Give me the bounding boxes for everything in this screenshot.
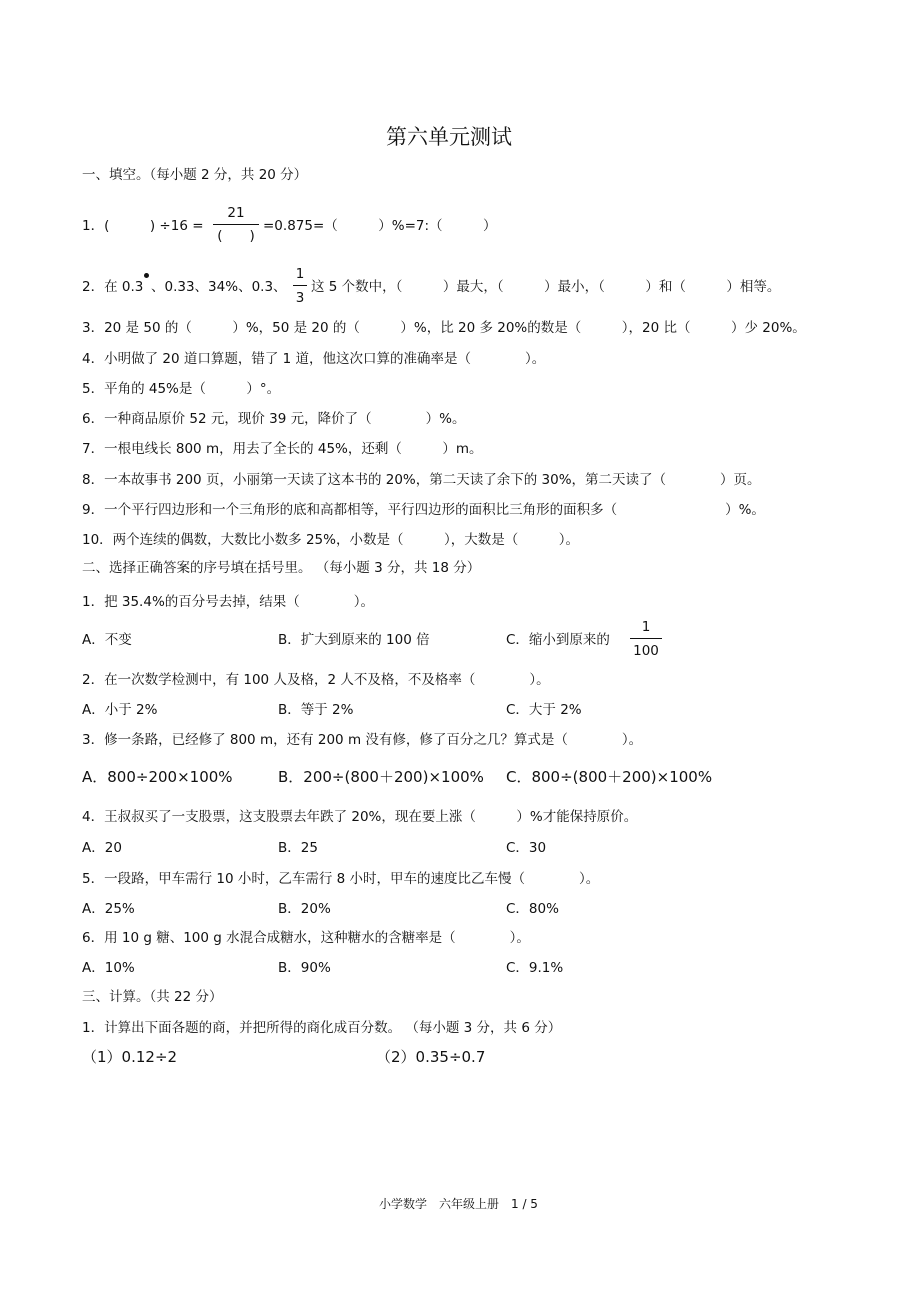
choice-q1-stem: 1．把 35.4%的百分号去掉，结果（ ）。 [82,594,375,610]
choice-q3-stem: 3．修一条路，已经修了 800 m，还有 200 m 没有修，修了百分之几？算式是（ ）。 [82,732,643,748]
fill-q9: 9．一个平行四边形和一个三角形的底和高都相等，平行四边形的面积比三角形的面积多（ ）%。 [82,502,765,518]
choice-q4-option-a: A．20 [82,840,122,856]
choice-q3-option-a: A．800÷200×100% [82,768,233,786]
choice-q2-stem: 2．在一次数学检测中，有 100 人及格，2 人不及格，不及格率（ ）。 [82,672,550,688]
fill-q2-fraction-bar [293,285,307,286]
choice-q4-stem: 4．王叔叔买了一支股票，这支股票去年跌了 20%，现在要上涨（ ）%才能保持原价。 [82,809,638,825]
fill-q8: 8．一本故事书 200 页，小丽第一天读了这本书的 20%，第二天读了余下的 30%，第二天读了（ ）页。 [82,472,761,488]
choice-q3-option-c: C．800÷(800＋200)×100% [506,768,713,786]
fill-q6: 6．一种商品原价 52 元，现价 39 元，降价了（ ）%。 [82,411,466,427]
fill-q2-mid: 、0.33、34%、0.3、 [151,279,287,295]
fill-q1-post: =0.875=（ ）%=7:（ ） [263,218,497,234]
calc-problem-2: （2）0.35÷0.7 [376,1048,486,1066]
choice-q1-option-b: B．扩大到原来的 100 倍 [278,632,430,648]
fill-q1-fraction-bar [213,224,259,225]
choice-q6-option-a: A．10% [82,960,135,976]
page-title: 第六单元测试 [386,125,512,149]
choice-q2-option-b: B．等于 2% [278,702,354,718]
fill-q2-post: 这 5 个数中，（ ）最大，（ ）最小，（ ）和（ ）相等。 [311,279,781,295]
fill-q2-pre: 2．在 0.3 [82,279,144,295]
choice-q6-option-b: B．90% [278,960,331,976]
section-heading-calc: 三、计算。（共 22 分） [82,989,223,1005]
fill-q7: 7．一根电线长 800 m，用去了全长的 45%，还剩（ ）m。 [82,441,483,457]
choice-q3-option-b: B．200÷(800＋200)×100% [278,768,484,786]
fill-q5: 5．平角的 45%是（ ）°。 [82,381,281,397]
calc-problem-1: （1）0.12÷2 [82,1048,178,1066]
section-heading-fill: 一、填空。（每小题 2 分，共 20 分） [82,167,308,183]
choice-q1-option-c: C．缩小到原来的 [506,632,610,648]
fill-q2-denominator: 3 [295,290,305,306]
repeating-decimal-dot [144,273,149,278]
choice-q1-c-fraction-bar [630,638,662,639]
choice-q6-option-c: C．9.1% [506,960,564,976]
fill-q3: 3．20 是 50 的（ ）%，50 是 20 的（ ）%，比 20 多 20%的数是（ ），20 比（ ）少 20%。 [82,320,806,336]
fill-q1-pre: 1．( ) ÷16 = [82,218,204,234]
fill-q10: 10．两个连续的偶数，大数比小数多 25%，小数是（ ），大数是（ ）。 [82,532,579,548]
page-footer: 小学数学 六年级上册 1 / 5 [379,1197,538,1211]
choice-q5-option-b: B．20% [278,901,331,917]
choice-q1-c-denominator: 100 [633,643,659,659]
choice-q5-option-c: C．80% [506,901,559,917]
fill-q1-denominator: ( ) [217,228,255,244]
choice-q2-option-c: C．大于 2% [506,702,582,718]
choice-q6-stem: 6．用 10 g 糖、100 g 水混合成糖水，这种糖水的含糖率是（ ）。 [82,930,530,946]
choice-q4-option-c: C．30 [506,840,547,856]
choice-q1-c-numerator: 1 [641,619,651,635]
section-heading-choice: 二、选择正确答案的序号填在括号里。 （每小题 3 分，共 18 分） [82,560,481,576]
fill-q2-numerator: 1 [295,266,305,282]
choice-q4-option-b: B．25 [278,840,318,856]
choice-q5-option-a: A．25% [82,901,135,917]
choice-q2-option-a: A．小于 2% [82,702,158,718]
fill-q1-numerator: 21 [227,205,245,221]
fill-q4: 4．小明做了 20 道口算题，错了 1 道，他这次口算的准确率是（ ）。 [82,351,546,367]
choice-q5-stem: 5．一段路，甲车需行 10 小时，乙车需行 8 小时，甲车的速度比乙车慢（ ）。 [82,871,600,887]
choice-q1-option-a: A．不变 [82,632,132,648]
calc-q1-instruction: 1．计算出下面各题的商，并把所得的商化成百分数。 （每小题 3 分，共 6 分） [82,1020,562,1036]
